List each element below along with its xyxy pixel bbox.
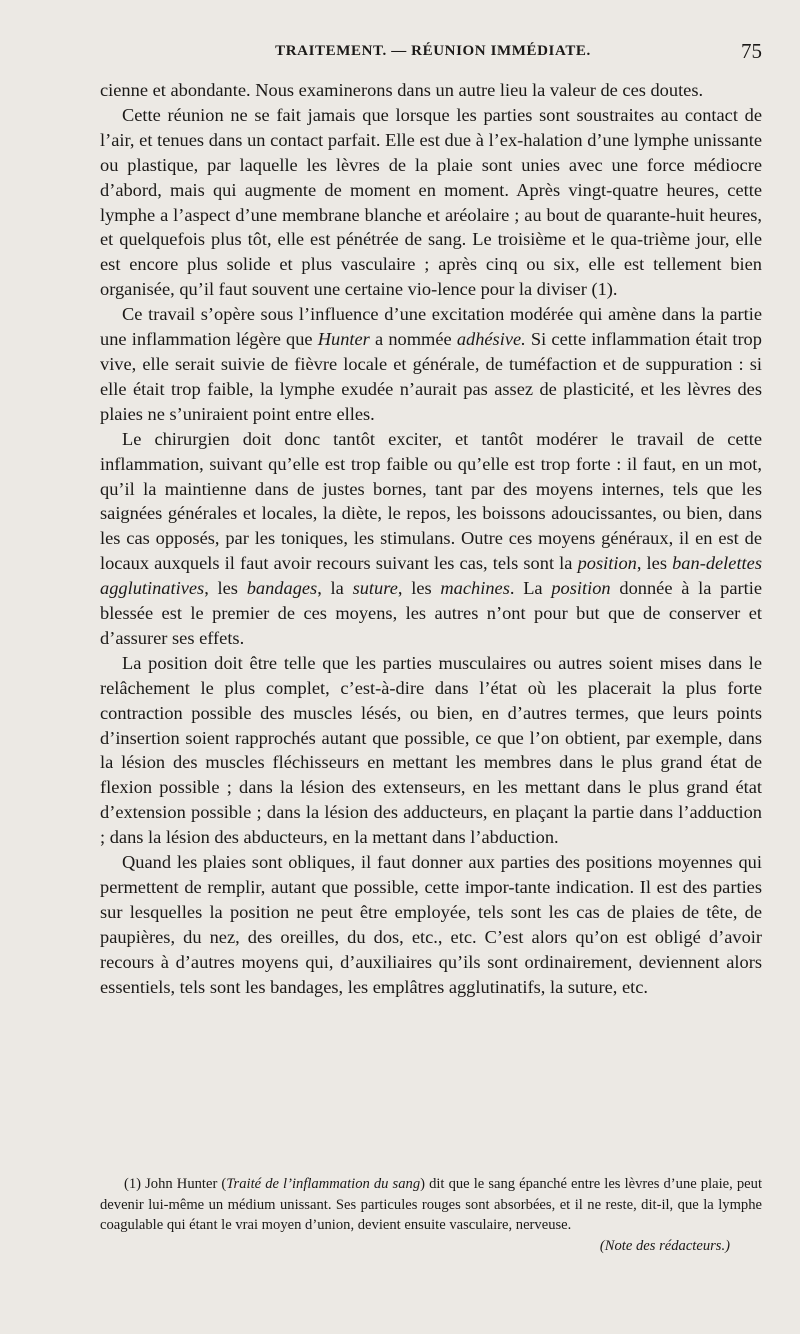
paragraph-3-text-a: Ce travail s’opère sous l’influence d’une excitation modérée qui amène dans la partie une inflammation légère que: [100, 304, 762, 350]
term-position-2: position: [551, 578, 611, 599]
page-header: [104, 39, 762, 67]
paragraph-3: [100, 302, 762, 427]
paragraph-4: [100, 427, 762, 651]
paragraph-4-text-g: donnée à la partie blessée est le premier de ces moyens, les autres n’ont pour but que de conserver et d’assurer ses effets.: [100, 578, 762, 648]
paragraph-4-text-d: , la: [317, 578, 344, 599]
footnote-title: Traité de l’inflammation du sang: [226, 1176, 421, 1192]
footnote-signature: [100, 1236, 762, 1257]
term-machines: machines: [440, 578, 510, 599]
paragraph-4-text-e: , les: [397, 578, 432, 599]
running-head: TRAITEMENT. — RÉUNION IMMÉDIATE.: [275, 43, 591, 59]
paragraph-2-text: Cette réunion ne se fait jamais que lorsque les parties sont soustraites au contact de l’air, et tenues dans un contact parfait. Elle est due à l’ex-halation d’une lymphe unissante ou plastique, par laquelle les lèvres de la plaie sont unies avec une force médiocre d’abord, mais qui augmente de moment en moment. Après vingt-quatre heures, cette lymphe a l’aspect d’une membrane blanche et aréolaire ; au bout de quarante-huit heures, et quelquefois plus tôt, elle est pénétrée de sang. Le troisième et le qua-trième jour, elle est encore plus solide et plus vasculaire ; après cinq ou six, elle est tellement bien organisée, qu’il faut souvent une certaine vio-lence pour la diviser: [100, 104, 762, 300]
footnote-reference: (1).: [591, 279, 618, 300]
footnote-marker: (1): [124, 1176, 142, 1192]
adhesive-term: adhésive.: [456, 329, 526, 350]
term-suture: suture: [352, 578, 398, 599]
footnote-text: ) dit que le sang épanché entre les lèvres d’une plaie, peut devenir lui-même un médium unissant. Ses particules rouges sont absorbées, et il ne reste, dit-il, que la lymphe coagulable qui étant le vrai moyen d’union, devient ensuite vasculaire, nerveuse.: [100, 1176, 763, 1234]
term-bandelettes: ban-delettes agglutinatives: [100, 553, 762, 599]
paragraph-5: [100, 651, 762, 850]
paragraph-2: [100, 103, 762, 302]
paragraph-3-text-c: Si cette inflammation était trop vive, elle serait suivie de fièvre locale et générale, de tuméfaction et de suppuration : si elle était trop faible, la lymphe exudée n’aurait pas assez de plasticité, et les lèvres des plaies ne s’uniraient point entre elles.: [100, 329, 762, 424]
paragraph-4-text-b: , les: [636, 553, 667, 574]
footnote-author: John Hunter (: [145, 1176, 227, 1192]
paragraph-5-text: La position doit être telle que les parties musculaires ou autres soient mises dans le relâchement le plus complet, c’est-à-dire dans l’état où les placerait la plus forte contraction possible des muscles lésés, ou bien, en d’autres termes, que leurs points d’insertion soient rapprochés autant que possible, ce que l’on obtient, par exemple, dans la lésion des muscles fléchisseurs en mettant les membres dans le plus grand état de flexion possible ; dans la lésion des extenseurs, en les mettant dans le plus grand état d’extension possible ; dans la lésion des adducteurs, en plaçant la partie dans l’adduction ; dans la lésion des abducteurs, en la mettant dans l’abduction.: [100, 652, 762, 848]
footnote-signature-text: (Note des rédacteurs.): [599, 1237, 730, 1254]
hunter-name: Hunter: [317, 329, 370, 350]
term-bandages: bandages: [246, 578, 318, 599]
paragraph-6-text: Quand les plaies sont obliques, il faut donner aux parties des positions moyennes qui permettent de remplir, autant que possible, cette impor-tante indication. Il est des parties sur lesquelles la position ne peut être employée, tels sont les cas de plaies de tête, de paupières, du nez, des oreilles, du dos, etc., etc. C’est alors qu’on est obligé d’avoir recours à d’autres moyens qui, d’auxiliaires qu’ils sont ordinairement, deviennent alors essentiels, tels sont les bandages, les emplâtres agglutinatifs, la suture, etc.: [100, 852, 762, 997]
paragraph-3-text-b: a nommée: [375, 329, 452, 350]
term-position: position: [577, 553, 637, 574]
paragraph-1-text: cienne et abondante. Nous examinerons dans un autre lieu la valeur de ces doutes.: [100, 80, 704, 100]
paragraph-6: [100, 850, 762, 999]
page-number: 75: [741, 39, 762, 63]
main-text: [100, 78, 762, 1000]
paragraph-1: [100, 78, 762, 103]
paragraph-4-text-a: Le chirurgien doit donc tantôt exciter, et tantôt modérer le travail de cette inflammation, suivant qu’elle est trop faible ou qu’elle est trop forte : il faut, en un mot, qu’il la maintienne dans de justes bornes, tant par des moyens internes, tels que les saignées générales et locales, la diète, le repos, les boissons adoucissantes, ou bien, dans les cas opposés, par les toniques, les stimulans. Outre ces moyens généraux, il en est de locaux auxquels il faut avoir recours suivant les cas, tels sont la: [100, 428, 762, 574]
paragraph-4-text-c: , les: [204, 578, 238, 599]
footnote: [100, 1174, 762, 1256]
footnote-body: [100, 1174, 762, 1236]
paragraph-4-text-f: . La: [509, 578, 543, 599]
